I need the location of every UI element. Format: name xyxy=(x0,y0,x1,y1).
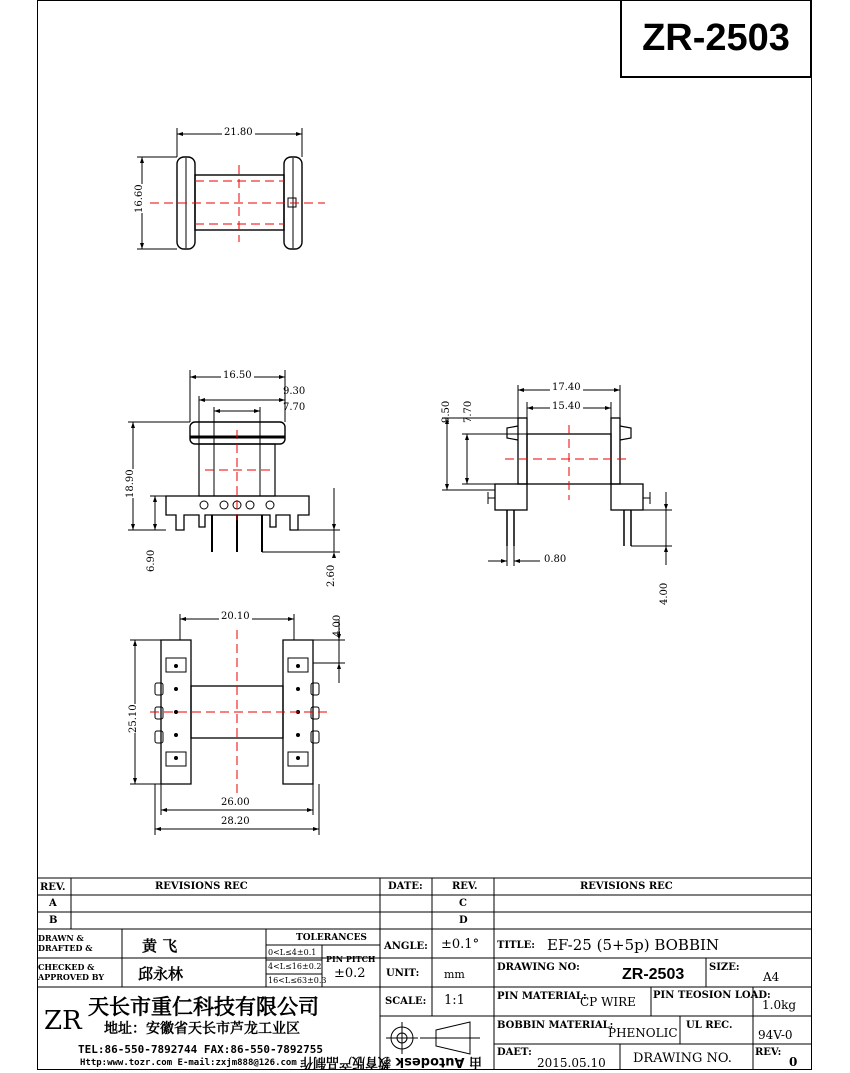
title-label: TITLE: xyxy=(497,940,535,951)
dim-front-w3: 7.70 xyxy=(283,402,306,413)
rev-footer-value: 0 xyxy=(789,1055,798,1069)
dim-bottom-w3: 28.20 xyxy=(221,816,250,827)
bobbin-material-value: PHENOLIC xyxy=(608,1026,678,1040)
size-label: SIZE: xyxy=(709,962,740,973)
company-web-email: Http:www.tozr.com E-mail:zxjm888@126.com xyxy=(80,1058,297,1068)
front-view xyxy=(128,370,340,558)
dim-side-w2: 15.40 xyxy=(552,401,581,412)
checked-label-2: APPROVED BY xyxy=(38,972,105,982)
dim-front-w2: 9.30 xyxy=(283,386,306,397)
dim-top-height: 16.60 xyxy=(134,184,145,213)
pin-tension-value: 1.0kg xyxy=(762,998,797,1012)
tolerances-label: TOLERANCES xyxy=(296,933,367,943)
dim-top-width: 21.80 xyxy=(224,127,253,138)
dim-side-h1: 9.50 xyxy=(441,400,452,423)
company-logo: ZR xyxy=(44,1006,82,1036)
part-number-title: ZR-2503 xyxy=(620,0,812,78)
unit-value: mm xyxy=(444,968,465,981)
dim-bottom-h: 25.10 xyxy=(128,704,139,733)
scale-label: SCALE: xyxy=(385,996,427,1007)
bobbin-material-label: BOBBIN MATERIAL: xyxy=(497,1020,614,1031)
pin-pitch-value: ±0.2 xyxy=(334,966,366,981)
dim-side-h2: 7.70 xyxy=(463,400,474,423)
drawn-label-2: DRAFTED & xyxy=(38,943,93,953)
drawn-by: 黄 飞 xyxy=(142,937,178,955)
checked-label-1: CHECKED & xyxy=(38,962,95,972)
dim-side-pin-len: 4.00 xyxy=(659,582,670,605)
unit-label: UNIT: xyxy=(386,968,420,979)
side-view xyxy=(442,385,672,566)
drawing-no-value: ZR-2503 xyxy=(622,966,685,983)
company-tel-fax: TEL:86-550-7892744 FAX:86-550-7892755 xyxy=(78,1043,324,1056)
angle-value: ±0.1° xyxy=(441,937,480,952)
ul-label: UL REC. xyxy=(686,1020,733,1031)
pin-pitch-label: PIN PITCH xyxy=(326,954,376,964)
tolerance-2: 4<L≤16±0.2 xyxy=(268,962,322,971)
company-address: 地址：安徽省天长市芦龙工业区 xyxy=(104,1021,300,1037)
angle-label: ANGLE: xyxy=(384,941,428,952)
pin-material-label: PIN MATERIAL: xyxy=(497,991,587,1002)
date-value: 2015.05.10 xyxy=(537,1056,606,1070)
dim-front-base: 6.90 xyxy=(146,549,157,572)
drawing-no-label: DRAWING NO: xyxy=(497,962,580,973)
revisions-rec-right: REVISIONS REC xyxy=(580,881,673,892)
pin-tension-label: PIN TEOSION LOAD: xyxy=(653,990,771,1001)
pin-material-value: CP WIRE xyxy=(580,995,636,1009)
dim-bottom-pin: 4.00 xyxy=(332,614,343,637)
dim-front-h: 18.90 xyxy=(125,469,136,498)
rev-header: REV. xyxy=(40,882,66,893)
dim-side-w1: 17.40 xyxy=(552,382,581,393)
dim-front-pin: 2.60 xyxy=(326,564,337,587)
dim-side-pin-d: 0.80 xyxy=(544,554,567,565)
drawn-label-1: DRAWN & xyxy=(38,933,84,943)
dim-front-w1: 16.50 xyxy=(223,370,252,381)
dim-bottom-w2: 26.00 xyxy=(221,797,250,808)
top-view xyxy=(137,128,325,249)
date-label: DAET: xyxy=(497,1047,532,1058)
rev-footer-label: REV: xyxy=(755,1047,782,1058)
rev-b: B xyxy=(49,915,58,926)
scale-value: 1:1 xyxy=(444,993,465,1008)
autodesk-watermark: 由 Autodesk 教育版产品制作 xyxy=(300,1054,483,1069)
size-value: A4 xyxy=(763,970,780,984)
tolerance-3: 16<L≤63±0.3 xyxy=(268,976,327,985)
dim-bottom-w1: 20.10 xyxy=(221,611,250,622)
rev-a: A xyxy=(49,898,57,909)
checked-by: 邱永林 xyxy=(138,965,184,983)
title-value: EF-25 (5+5p) BOBBIN xyxy=(547,936,720,954)
tolerance-1: 0<L≤4±0.1 xyxy=(268,948,317,957)
date-header: DATE: xyxy=(388,881,423,892)
ul-value: 94V-0 xyxy=(758,1028,793,1042)
company-name: 天长市重仁科技有限公司 xyxy=(88,995,319,1019)
rev-header-mid: REV. xyxy=(452,881,478,892)
rev-c: C xyxy=(459,898,467,909)
revisions-rec-left: REVISIONS REC xyxy=(155,881,248,892)
drawing-no-footer: DRAWING NO. xyxy=(633,1051,732,1066)
rev-d: D xyxy=(459,915,468,926)
